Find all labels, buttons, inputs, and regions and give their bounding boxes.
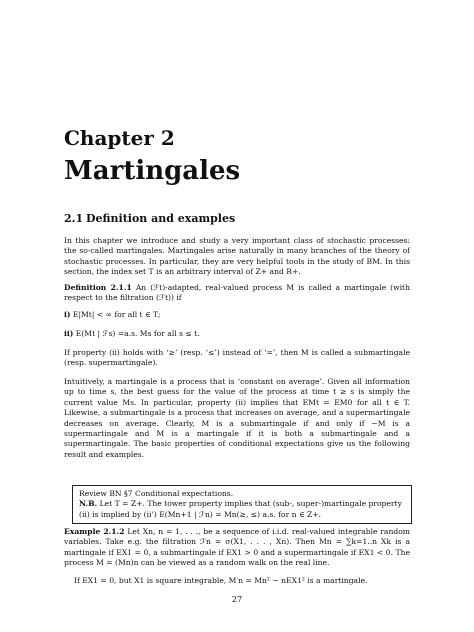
- example-text: Let Xn, n = 1, . . ., be a sequence of i.i.d. real-valued integrable random variables. Take e.g. the filtration ℱn = σ(X1, . . . , Xn). Then Mn = ∑k=1..n Xk is a martingale if EX1 = 0, a submartingale if EX1 > 0 and a supermartingale if EX1 < 0. The process M = (Mn)n can be viewed as a random walk on the real line.: [64, 527, 410, 568]
- definition-item-ii: [64, 329, 410, 339]
- review-line-2-text: Let T = Z+. The tower property implies that (sub-, super-)martingale property: [99, 499, 402, 509]
- review-line-2: [79, 499, 405, 509]
- section-title: Definition and examples: [86, 212, 236, 225]
- page-number: 27: [231, 595, 243, 604]
- definition-text: An (ℱt)-adapted, real-valued process M is called a martingale (with respect to the filtration (ℱt)) if: [64, 283, 410, 303]
- review-line-3: (ii) is implied by (ii’) E(Mn+1 | ℱn) = Mn(≥, ≤) a.s. for n ∈ Z+.: [79, 509, 322, 519]
- item-ii-label: ii): [64, 329, 74, 338]
- review-line-1: Review BN §7 Conditional expectations.: [79, 489, 234, 498]
- example-paragraph-2: If EX1 = 0, but X1 is square integrable, M′n = Mn² − nEX1² is a martingale.: [74, 576, 368, 585]
- section-heading: [64, 212, 235, 225]
- definition-item-i: [64, 310, 410, 320]
- property-paragraph: If property (ii) holds with ‘≥’ (resp. ‘≤’) instead of ‘=’, then M is called a submartingale (resp. supermartingale).: [64, 348, 410, 368]
- section-number: 2.1: [64, 212, 84, 225]
- review-box: [72, 485, 412, 524]
- intro-paragraph: In this chapter we introduce and study a very important class of stochastic processes: the so-called martingales. Martingales arise naturally in many branches of the theory of stochastic processes. In particular, they are very helpful tools in the study of BM. In this section, the index set T is an arbitrary interval of Z+ and R+.: [64, 236, 410, 277]
- example-paragraph: [64, 527, 410, 569]
- example-label: Example 2.1.2: [64, 527, 125, 536]
- nb-label: N.B.: [79, 499, 98, 509]
- chapter-label: Chapter 2: [64, 126, 175, 150]
- item-ii-text: E(Mt | ℱs) =a.s. Ms for all s ≤ t.: [75, 329, 200, 338]
- item-i-label: i): [64, 310, 71, 319]
- intuition-paragraph: Intuitively, a martingale is a process that is ‘constant on average’. Given all information up to time s, the best guess for the value of the process at time t ≥ s is simply the current value Ms. In particular, property (ii) implies that EMt = EM0 for all t ∈ T. Likewise, a submartingale is a process that increases on average, and a supermartingale decreases on average. Clearly, M is a submartingale if and only if −M is a supermartingale and M is a martingale if it is both a submartingale and a supermartingale. The basic properties of conditional expectations give us the following result and examples.: [64, 377, 410, 459]
- item-i-text: E|Mt| < ∞ for all t ∈ T;: [72, 310, 161, 319]
- definition-paragraph: [64, 283, 410, 304]
- definition-label: Definition 2.1.1: [64, 283, 132, 292]
- chapter-title: Martingales: [64, 156, 241, 186]
